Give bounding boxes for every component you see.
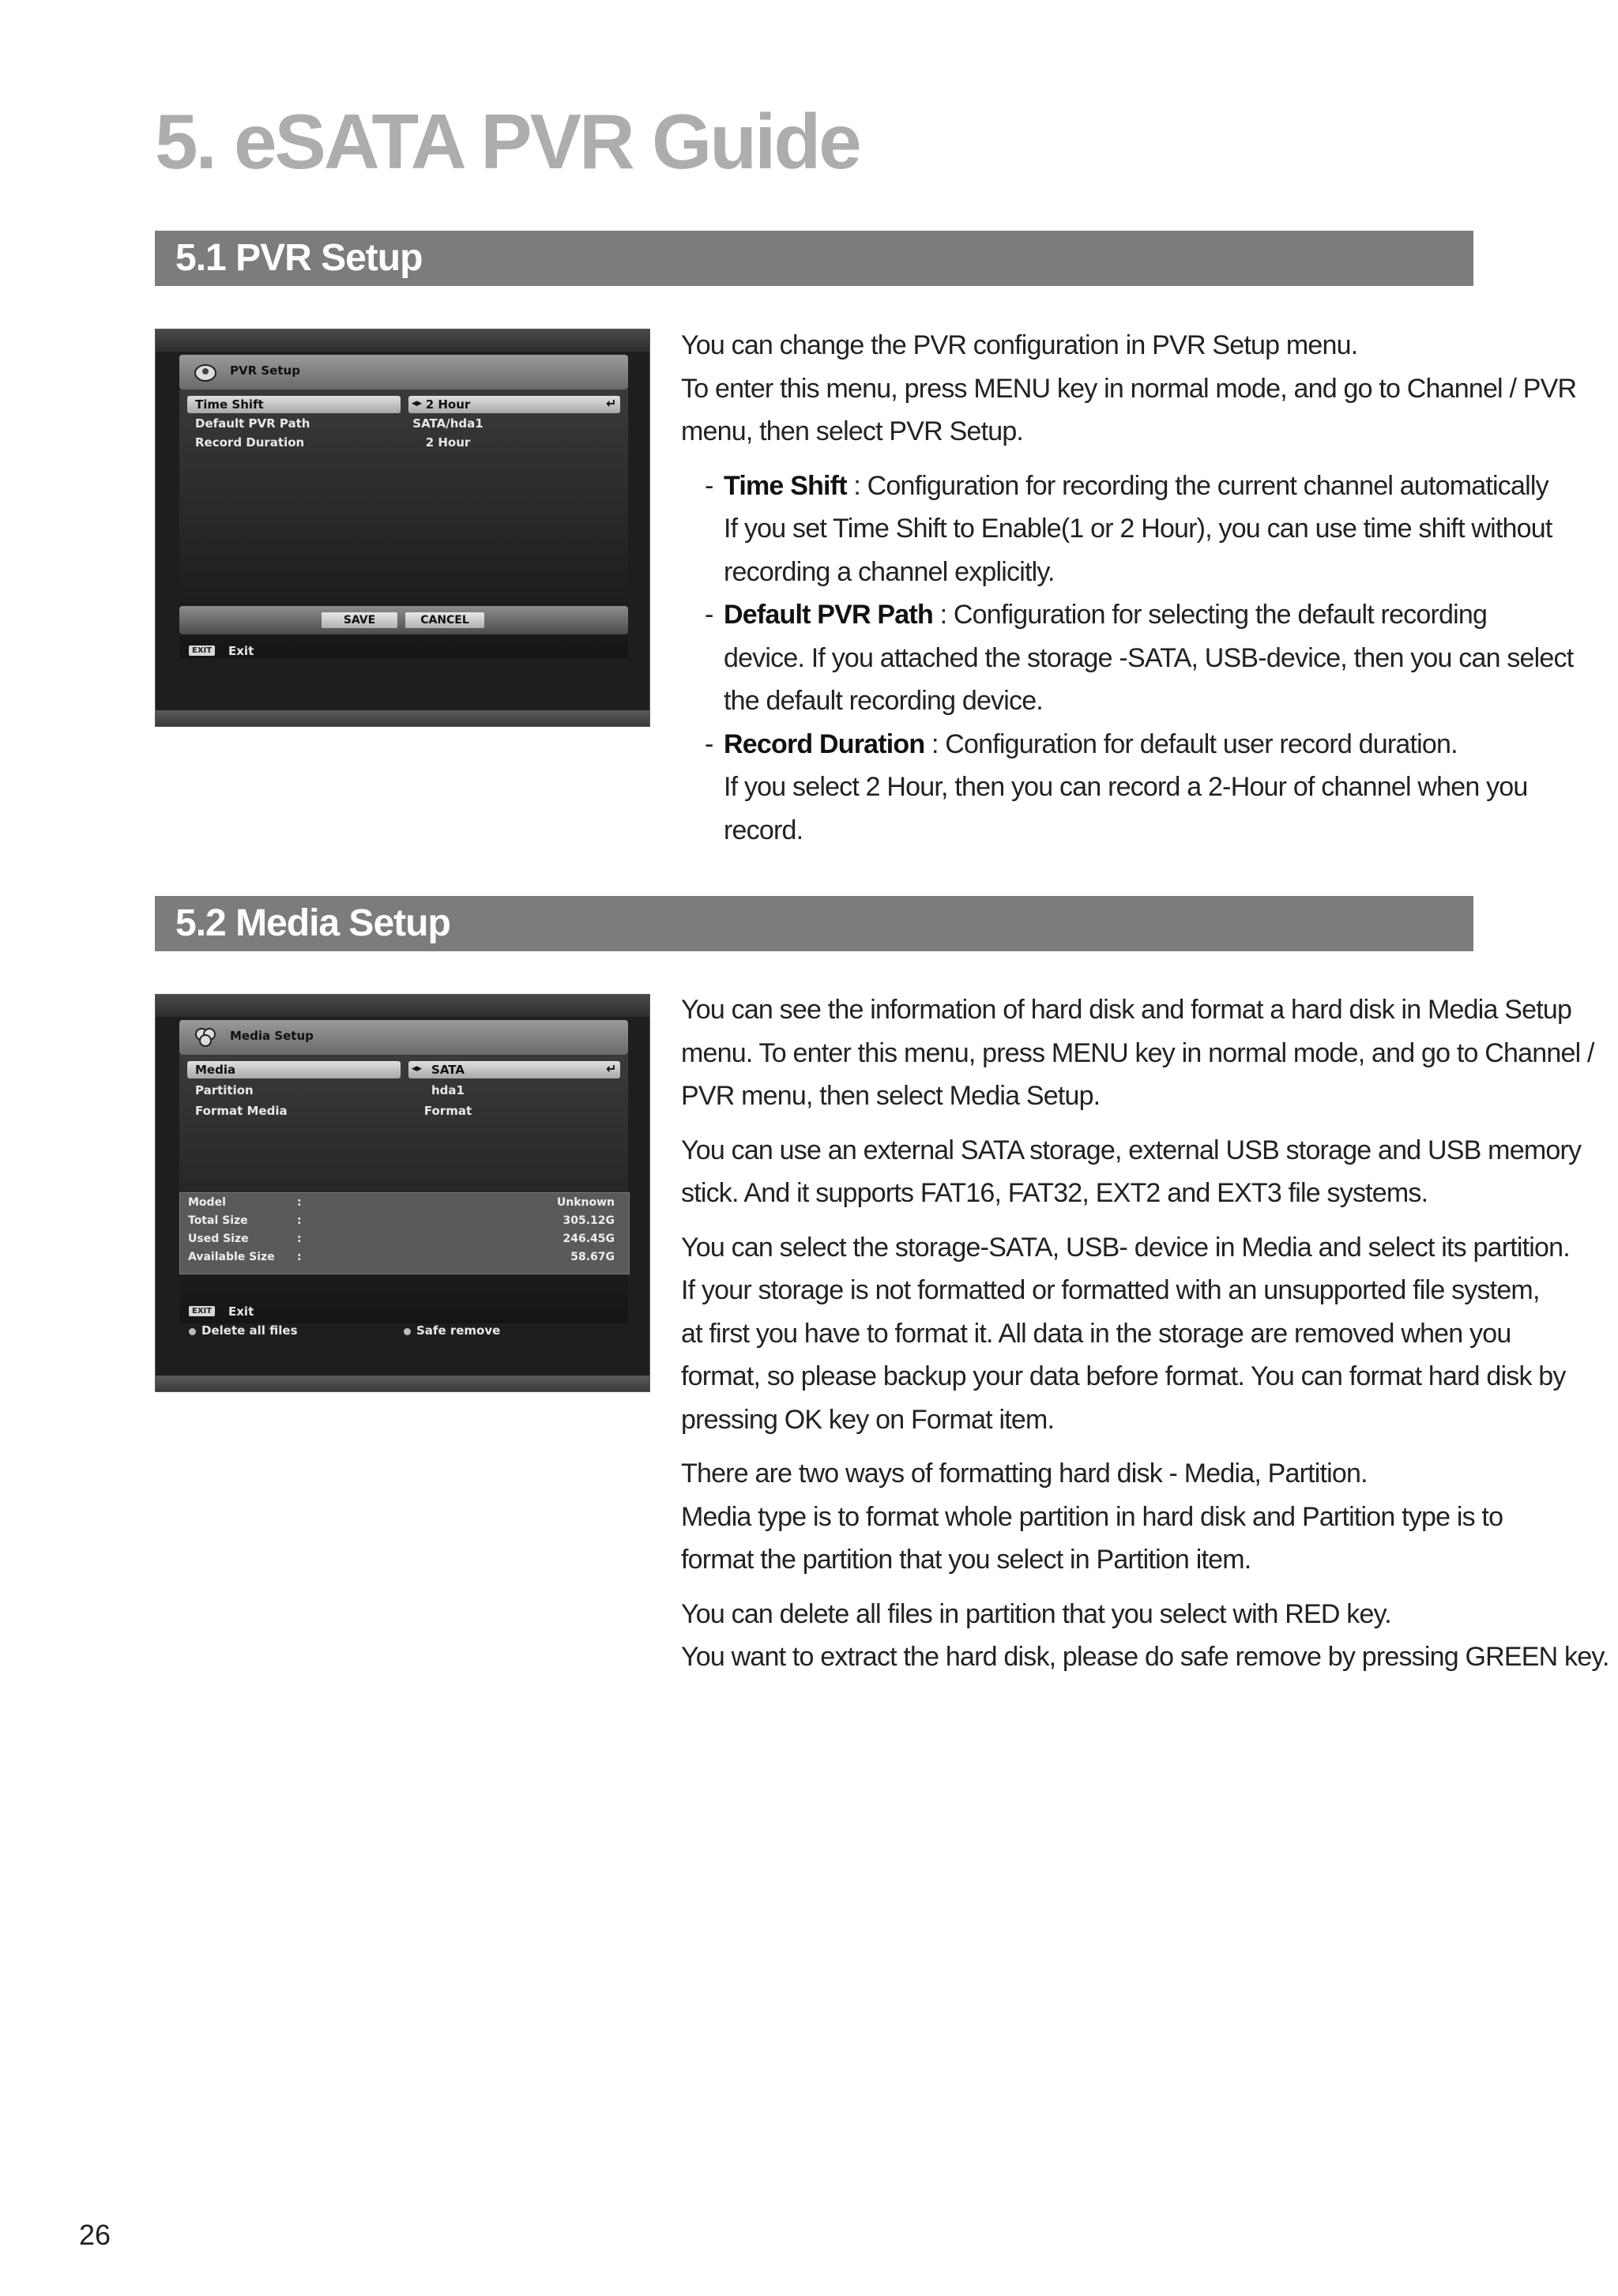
paragraph xyxy=(681,988,1594,1118)
text-line: Media type is to format whole partition in hard disk and Partition type is to xyxy=(681,1501,1503,1532)
exit-key-badge: EXIT xyxy=(189,646,215,656)
menu-row-label: Format Media xyxy=(195,1104,288,1118)
intro-paragraph xyxy=(681,324,1577,454)
menu-row-label: Record Duration xyxy=(195,435,305,450)
info-value: Unknown xyxy=(556,1196,615,1209)
info-row-available-size xyxy=(188,1251,621,1268)
paragraph xyxy=(681,1452,1503,1582)
menu-row-value: 2 Hour xyxy=(425,397,471,412)
info-label: Total Size xyxy=(188,1214,248,1227)
screen-top-band xyxy=(156,329,649,352)
info-label: Available Size xyxy=(188,1251,275,1263)
menu-row-record-duration[interactable] xyxy=(187,434,620,451)
text-line: menu, then select PVR Setup. xyxy=(681,416,1024,446)
paragraph xyxy=(681,1593,1609,1679)
info-label: Model xyxy=(188,1196,226,1209)
left-right-arrow-icon: ◂▸ xyxy=(412,1063,423,1075)
exit-label[interactable]: Exit xyxy=(228,1304,254,1319)
text-line: There are two ways of formatting hard disk - Media, Partition. xyxy=(681,1459,1368,1489)
menu-row-label: Time Shift xyxy=(195,397,264,412)
menu-row-label: Media xyxy=(195,1063,236,1077)
bullet-text: : Configuration for recording the current channel automatically xyxy=(846,470,1548,501)
exit-key-badge: EXIT xyxy=(189,1306,215,1316)
enter-icon: ↵ xyxy=(606,1061,617,1076)
bullet-text: If you select 2 Hour, then you can record a 2-Hour of channel when you xyxy=(724,772,1528,802)
info-value: 58.67G xyxy=(570,1251,615,1263)
bullet-dash: - xyxy=(705,600,713,630)
text-line: You want to extract the hard disk, please do safe remove by pressing GREEN key. xyxy=(681,1642,1609,1672)
exit-label[interactable]: Exit xyxy=(228,644,254,658)
media-setup-screenshot xyxy=(155,994,650,1392)
screen-title: Media Setup xyxy=(230,1029,314,1043)
enter-icon: ↵ xyxy=(606,396,617,411)
screen-title: PVR Setup xyxy=(230,363,300,378)
menu-row-partition[interactable] xyxy=(187,1082,620,1099)
disk-stack-icon xyxy=(194,1025,217,1048)
pvr-setup-screenshot xyxy=(155,329,650,727)
text-line: You can see the information of hard disk and format a hard disk in Media Setup xyxy=(681,995,1572,1025)
info-separator: : xyxy=(297,1251,302,1263)
bullet-term: Record Duration xyxy=(724,728,925,759)
bullet-dash: - xyxy=(705,728,713,759)
bullet-term: Default PVR Path xyxy=(724,600,933,630)
info-separator: : xyxy=(297,1233,302,1245)
screen-bottom-band xyxy=(156,710,649,726)
bullet-text: the default recording device. xyxy=(724,686,1043,716)
screen-button-bar xyxy=(179,606,628,634)
bullet-term: Time Shift xyxy=(724,470,847,501)
text-line: format the partition that you select in Partition item. xyxy=(681,1545,1251,1575)
bullet-text: If you set Time Shift to Enable(1 or 2 Hour), you can use time shift without xyxy=(724,514,1552,544)
info-row-total-size xyxy=(188,1214,621,1232)
text-line: You can use an external SATA storage, external USB storage and USB memory xyxy=(681,1135,1582,1165)
pvr-setup-text xyxy=(681,324,1577,852)
menu-row-value: SATA/hda1 xyxy=(412,416,484,431)
bullet-record-duration xyxy=(681,723,1528,853)
info-label: Used Size xyxy=(188,1233,249,1245)
bullet-text: : Configuration for selecting the default recording xyxy=(932,600,1488,630)
disc-icon xyxy=(194,359,217,383)
menu-row-default-pvr-path[interactable] xyxy=(187,415,620,432)
menu-row-value: 2 Hour xyxy=(425,435,471,450)
bullet-default-pvr-path xyxy=(681,593,1574,723)
screen-bottom-band xyxy=(156,1376,649,1391)
info-value: 246.45G xyxy=(563,1233,615,1245)
text-line: To enter this menu, press MENU key in normal mode, and go to Channel / PVR xyxy=(681,373,1577,404)
disk-info-box xyxy=(179,1192,630,1274)
safe-remove-label[interactable]: Safe remove xyxy=(416,1323,501,1338)
info-row-used-size xyxy=(188,1233,621,1250)
screen-header xyxy=(179,1020,628,1055)
left-right-arrow-icon: ◂▸ xyxy=(412,397,423,409)
cancel-button[interactable]: CANCEL xyxy=(405,612,484,628)
text-line: menu. To enter this menu, press MENU key in normal mode, and go to Channel / xyxy=(681,1037,1594,1068)
text-line: You can delete all files in partition that you select with RED key. xyxy=(681,1598,1391,1629)
text-line: at first you have to format it. All data in the storage are removed when you xyxy=(681,1318,1511,1349)
bullet-text: : Configuration for default user record duration. xyxy=(924,728,1458,759)
bullet-text: record. xyxy=(724,815,803,845)
text-line: You can change the PVR configuration in PVR Setup menu. xyxy=(681,330,1358,360)
text-line: PVR menu, then select Media Setup. xyxy=(681,1081,1101,1111)
bullet-dash: - xyxy=(705,470,713,501)
menu-row-value: SATA xyxy=(431,1063,465,1077)
text-line: format, so please backup your data before format. You can format hard disk by xyxy=(681,1361,1566,1391)
paragraph xyxy=(681,1129,1582,1215)
menu-row-media[interactable] xyxy=(187,1061,620,1078)
text-line: pressing OK key on Format item. xyxy=(681,1404,1055,1435)
screen-top-band xyxy=(156,995,649,1017)
menu-row-time-shift[interactable] xyxy=(187,396,620,413)
save-button[interactable]: SAVE xyxy=(322,612,397,628)
bullet-time-shift xyxy=(681,465,1552,594)
bullet-text: device. If you attached the storage -SATA, USB-device, then you can select xyxy=(724,642,1574,673)
info-separator: : xyxy=(297,1214,302,1227)
menu-row-format-media[interactable] xyxy=(187,1102,620,1120)
menu-row-value: Format xyxy=(423,1104,472,1118)
text-line: You can select the storage-SATA, USB- device in Media and select its partition. xyxy=(681,1232,1570,1263)
media-setup-text xyxy=(681,988,1609,1690)
screen-header xyxy=(179,355,628,390)
page-number: 26 xyxy=(79,2219,111,2251)
info-row-model xyxy=(188,1196,621,1214)
red-key-icon xyxy=(189,1328,196,1335)
bullet-text: recording a channel explicitly. xyxy=(724,556,1055,587)
screen-panel xyxy=(179,1055,628,1323)
delete-all-files-label[interactable]: Delete all files xyxy=(201,1323,298,1338)
paragraph xyxy=(681,1226,1570,1442)
chapter-title: 5. eSATA PVR Guide xyxy=(155,98,860,185)
text-line: stick. And it supports FAT16, FAT32, EXT2 and EXT3 file systems. xyxy=(681,1178,1428,1208)
menu-row-label: Default PVR Path xyxy=(195,416,310,431)
section-heading-media-setup: 5.2 Media Setup xyxy=(155,896,1473,951)
section-heading-pvr-setup: 5.1 PVR Setup xyxy=(155,231,1473,286)
green-key-icon xyxy=(404,1328,411,1335)
menu-row-value: hda1 xyxy=(431,1083,465,1097)
menu-row-label: Partition xyxy=(195,1083,254,1097)
text-line: If your storage is not formatted or formatted with an unsupported file system, xyxy=(681,1275,1540,1305)
info-separator: : xyxy=(297,1196,302,1209)
info-value: 305.12G xyxy=(563,1214,615,1227)
